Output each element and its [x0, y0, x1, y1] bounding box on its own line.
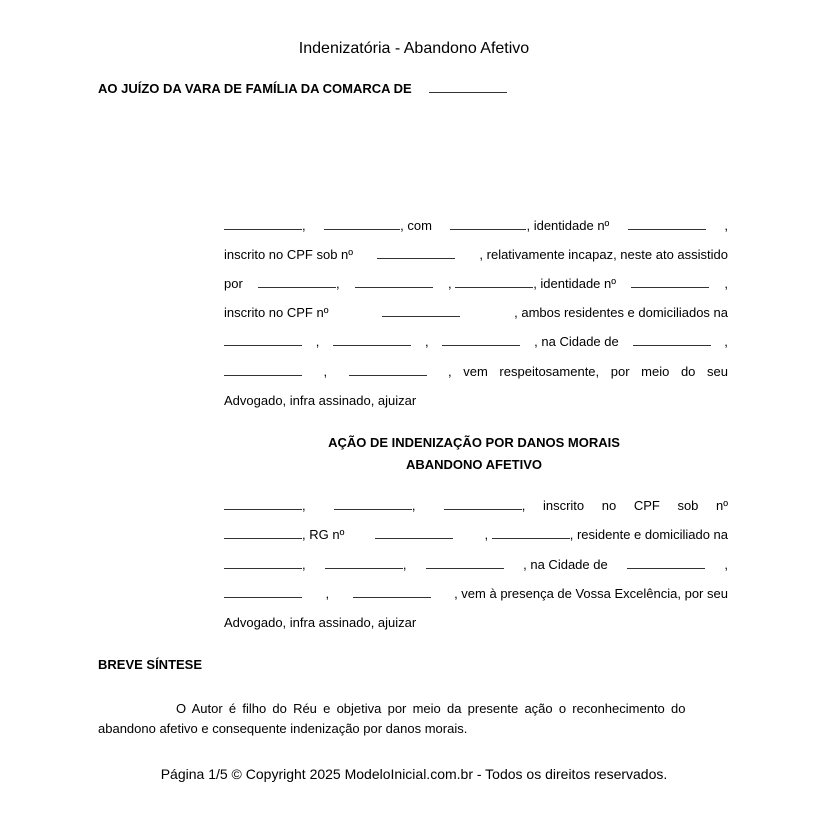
blank — [627, 557, 705, 569]
block1-line3 — [224, 276, 728, 291]
section-title: BREVE SÍNTESE — [98, 657, 203, 672]
block1-line5 — [224, 334, 728, 349]
court-address — [98, 81, 507, 96]
block2-line3 — [224, 557, 728, 572]
text: , — [724, 334, 728, 349]
text: inscrito no CPF nº — [224, 305, 329, 320]
text: , — [325, 586, 330, 601]
text: , — [302, 498, 306, 513]
text: , — [447, 276, 452, 291]
text: , — [424, 334, 429, 349]
blank — [382, 305, 460, 317]
text: , com — [400, 218, 432, 233]
text: Advogado, infra assinado, ajuizar — [224, 393, 417, 408]
blank — [450, 218, 526, 230]
text: , relativamente incapaz, neste ato assistido — [479, 247, 728, 262]
text: O Autor é filho do Réu e objetiva por meio da presente ação o reconhecimento do — [176, 701, 686, 716]
blank — [444, 498, 522, 510]
text: , — [323, 364, 328, 379]
blank — [355, 276, 433, 288]
blank — [224, 498, 302, 510]
blank — [377, 247, 455, 259]
blank — [224, 557, 302, 569]
block1-line6 — [224, 364, 728, 379]
text: , vem à presença de Vossa Excelência, por seu — [454, 586, 728, 601]
blank — [224, 218, 302, 230]
blank — [375, 527, 453, 539]
comarca-blank — [429, 81, 507, 93]
court-address-text: AO JUÍZO DA VARA DE FAMÍLIA DA COMARCA DE — [98, 81, 412, 96]
action-subtitle: ABANDONO AFETIVO — [405, 457, 543, 472]
text: , — [402, 557, 407, 572]
page-footer: Página 1/5 © Copyright 2025 ModeloInicial.com.br - Todos os direitos reservados. — [160, 766, 668, 782]
text: inscrito no CPF sob nº — [224, 247, 354, 262]
blank — [224, 364, 302, 376]
blank — [349, 364, 427, 376]
text: , residente e domiciliado na — [569, 527, 728, 542]
blank — [224, 334, 302, 346]
text: , — [302, 557, 306, 572]
text: , — [411, 498, 416, 513]
text: , — [484, 527, 489, 542]
text: , — [302, 218, 306, 233]
synopsis-line2: abandono afetivo e consequente indenização por danos morais. — [98, 721, 468, 736]
action-title: AÇÃO DE INDENIZAÇÃO POR DANOS MORAIS — [328, 435, 620, 450]
blank — [492, 527, 570, 539]
blank — [325, 557, 403, 569]
text: , identidade nº — [526, 218, 610, 233]
text: , — [724, 218, 728, 233]
text: , — [724, 557, 728, 572]
block1-line2 — [224, 247, 728, 262]
block1-line4 — [224, 305, 728, 320]
block2-line1 — [224, 498, 728, 513]
blank — [353, 586, 431, 598]
blank — [442, 334, 520, 346]
blank — [455, 276, 533, 288]
blank — [633, 334, 711, 346]
blank — [224, 527, 302, 539]
blank — [258, 276, 336, 288]
text: , — [315, 334, 320, 349]
text: , RG nº — [302, 527, 345, 542]
text: , vem respeitosamente, por meio do seu — [448, 364, 728, 379]
blank — [224, 586, 302, 598]
blank — [631, 276, 709, 288]
blank — [628, 218, 706, 230]
text: , ambos residentes e domiciliados na — [514, 305, 728, 320]
blank — [334, 498, 412, 510]
block2-line2 — [224, 527, 728, 542]
text: , na Cidade de — [523, 557, 608, 572]
text: , — [724, 276, 728, 291]
blank — [426, 557, 504, 569]
block2-line5 — [224, 615, 728, 630]
text: , identidade nº — [533, 276, 616, 291]
blank — [333, 334, 411, 346]
block1-line7 — [224, 393, 728, 408]
document-header-title: Indenizatória - Abandono Afetivo — [298, 40, 530, 57]
block1-line1 — [224, 218, 728, 233]
text: , — [335, 276, 340, 291]
text: , inscrito no CPF sob nº — [521, 498, 728, 513]
synopsis-line1 — [98, 701, 728, 716]
blank — [324, 218, 400, 230]
text: Advogado, infra assinado, ajuizar — [224, 615, 417, 630]
text: , na Cidade de — [534, 334, 619, 349]
text: por — [224, 276, 243, 291]
block2-line4 — [224, 586, 728, 601]
